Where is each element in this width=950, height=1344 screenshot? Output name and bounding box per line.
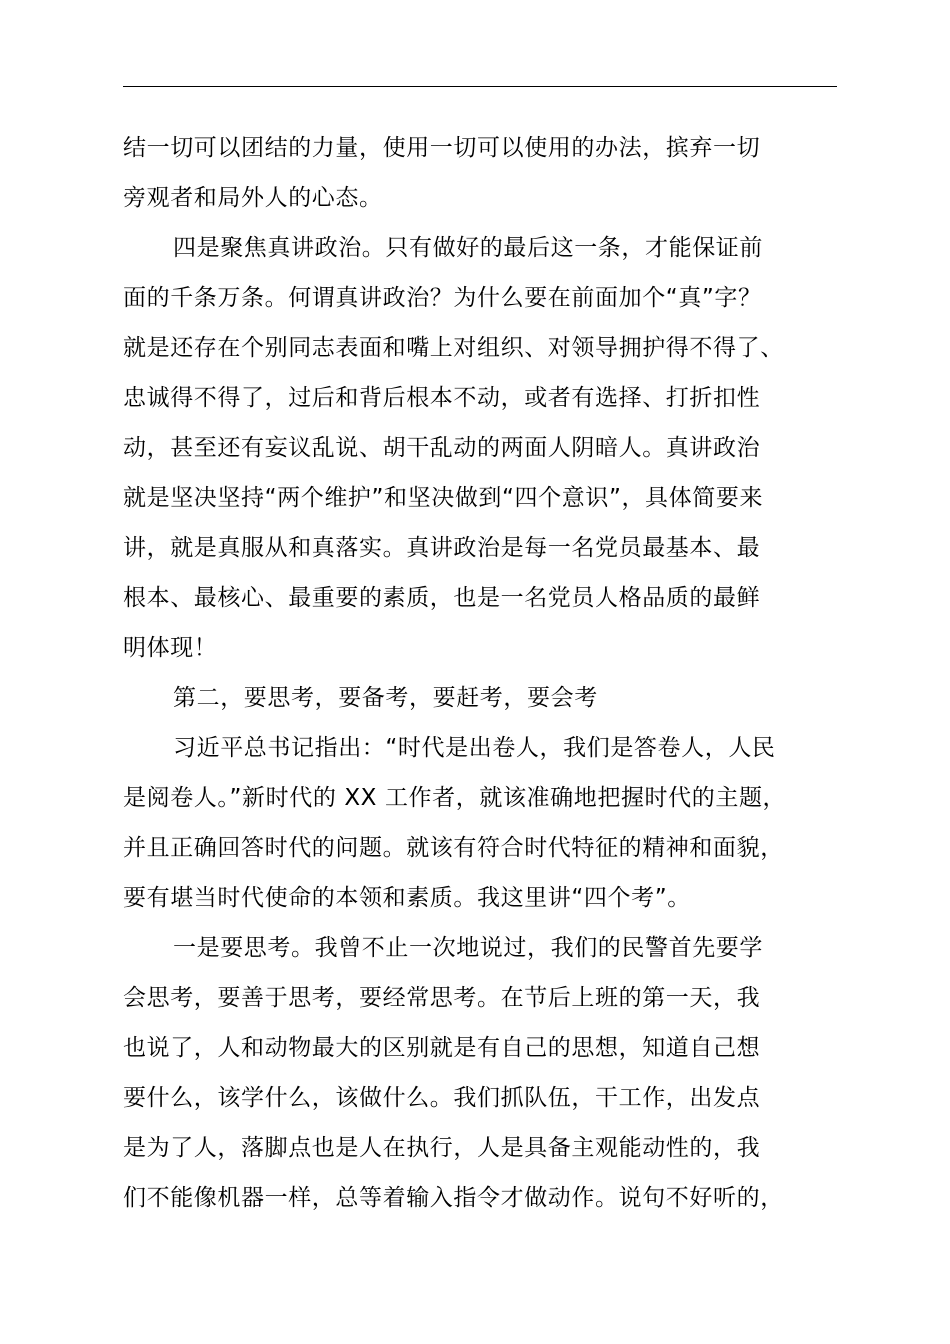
- text-line: 动，甚至还有妄议乱说、胡干乱动的两面人阴暗人。真讲政治: [123, 435, 761, 461]
- text-line: 是为了人，落脚点也是人在执行，人是具备主观能动性的，我: [123, 1135, 761, 1161]
- section-heading: 第二，要思考，要备考，要赶考，要会考: [173, 685, 598, 711]
- text-line: 会思考，要善于思考，要经常思考。在节后上班的第一天，我: [123, 985, 761, 1011]
- text-line: 讲，就是真服从和真落实。真讲政治是每一名党员最基本、最: [123, 535, 761, 561]
- text-line: 忠诚得不得了，过后和背后根本不动，或者有选择、打折扣性: [123, 385, 761, 411]
- text-line: 们不能像机器一样，总等着输入指令才做动作。说句不好听的，: [123, 1185, 784, 1211]
- text-line: 四是聚焦真讲政治。只有做好的最后这一条，才能保证前: [173, 235, 763, 261]
- text-line: 明体现！: [123, 635, 218, 661]
- text-line: 旁观者和局外人的心态。: [123, 185, 383, 211]
- text-line: 要什么，该学什么，该做什么。我们抓队伍，干工作，出发点: [123, 1085, 761, 1111]
- text-line: 并且正确回答时代的问题。就该有符合时代特征的精神和面貌，: [123, 835, 784, 861]
- text-line: 是阅卷人。”新时代的 XX 工作者，就该准确地把握时代的主题，: [123, 785, 787, 811]
- text-line: 根本、最核心、最重要的素质，也是一名党员人格品质的最鲜: [123, 585, 761, 611]
- text-line: 结一切可以团结的力量，使用一切可以使用的办法，摈弃一切: [123, 135, 761, 161]
- text-line: 面的千条万条。何谓真讲政治？为什么要在前面加个“真”字？: [123, 285, 762, 311]
- text-line: 就是坚决坚持“两个维护”和坚决做到“四个意识”，具体简要来: [123, 485, 764, 511]
- text-line: 也说了，人和动物最大的区别就是有自己的思想，知道自己想: [123, 1035, 761, 1061]
- header-rule: [123, 86, 837, 87]
- text-line: 就是还存在个别同志表面和嘴上对组织、对领导拥护得不得了、: [123, 335, 784, 361]
- text-line: 习近平总书记指出：“时代是出卷人，我们是答卷人，人民: [173, 735, 776, 761]
- text-line: 一是要思考。我曾不止一次地说过，我们的民警首先要学: [173, 935, 763, 961]
- text-line: 要有堪当时代使命的本领和素质。我这里讲“四个考”。: [123, 885, 691, 911]
